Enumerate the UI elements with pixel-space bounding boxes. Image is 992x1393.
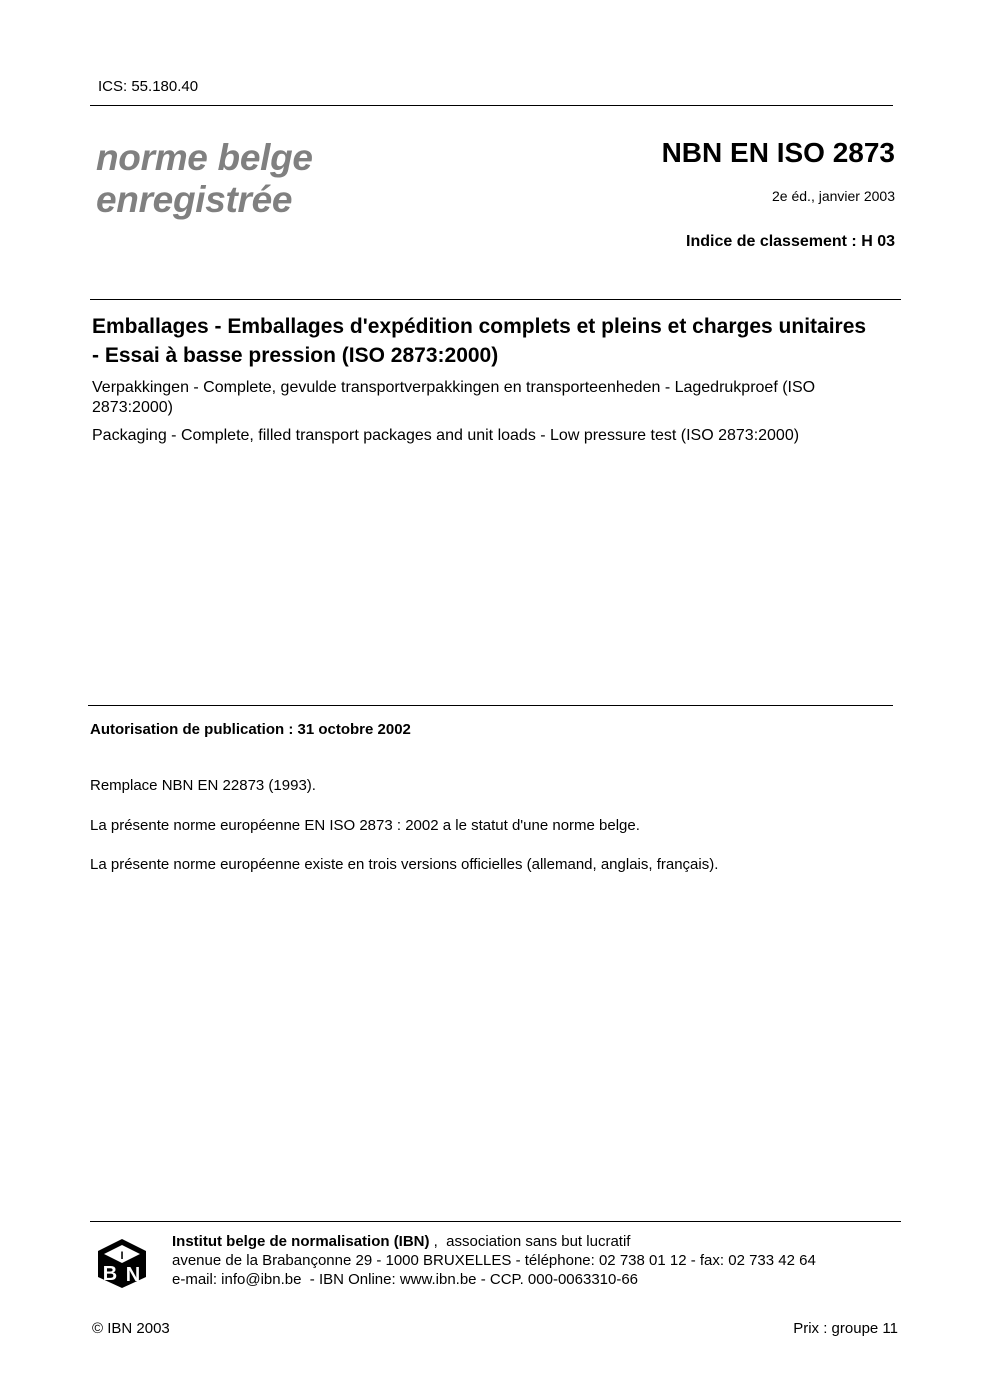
institute-name: Institut belge de normalisation (IBN) [172,1233,430,1250]
footer-divider [90,1221,901,1222]
brand-title [96,137,313,221]
copyright-notice: © IBN 2003 [92,1320,170,1337]
publication-divider [88,705,893,706]
classification-index: Indice de classement : H 03 [686,233,895,250]
publication-authorization: Autorisation de publication : 31 octobre 2002 [90,721,411,738]
versions-statement: La présente norme européenne existe en trois versions officielles (allemand, anglais, français). [90,856,719,873]
price-group: Prix : groupe 11 [793,1320,898,1337]
replaces-statement: Remplace NBN EN 22873 (1993). [90,777,316,794]
standard-number: NBN EN ISO 2873 [661,137,895,168]
svg-text:B: B [102,1263,118,1285]
institute-contact: e-mail: info@ibn.be - IBN Online: www.ibn.be - CCP. 000-0063310-66 [172,1271,639,1288]
title-french: Emballages - Emballages d'expédition complets et pleins et charges unitaires - Essai à basse pression (ISO 2873:2000) [92,315,867,367]
edition-date: 2e éd., janvier 2003 [772,188,895,204]
title-english: Packaging - Complete, filled transport packages and unit loads - Low pressure test (ISO 2873:2000) [92,427,800,444]
title-dutch: Verpakkingen - Complete, gevulde transportverpakkingen en transporteenheden - Lagedrukproef (ISO 2873:2000) [92,379,816,416]
institute-suffix: , association sans but lucratif [429,1233,631,1250]
institute-line [172,1232,816,1251]
brand-line-2: enregistrée [96,179,293,220]
institute-address: avenue de la Brabançonne 29 - 1000 BRUXELLES - téléphone: 02 738 01 12 - fax: 02 733 42 64 [172,1252,816,1269]
svg-text:I: I [120,1250,124,1262]
status-statement: La présente norme européenne EN ISO 2873 : 2002 a le statut d'une norme belge. [90,817,640,834]
header-divider [90,105,893,106]
ibn-logo-icon [96,1237,148,1289]
brand-line-1: norme belge [96,137,313,178]
ics-code: ICS: 55.180.40 [98,78,199,95]
title-divider [90,299,901,300]
svg-text:N: N [125,1264,141,1286]
footer-institute-block [172,1232,816,1289]
